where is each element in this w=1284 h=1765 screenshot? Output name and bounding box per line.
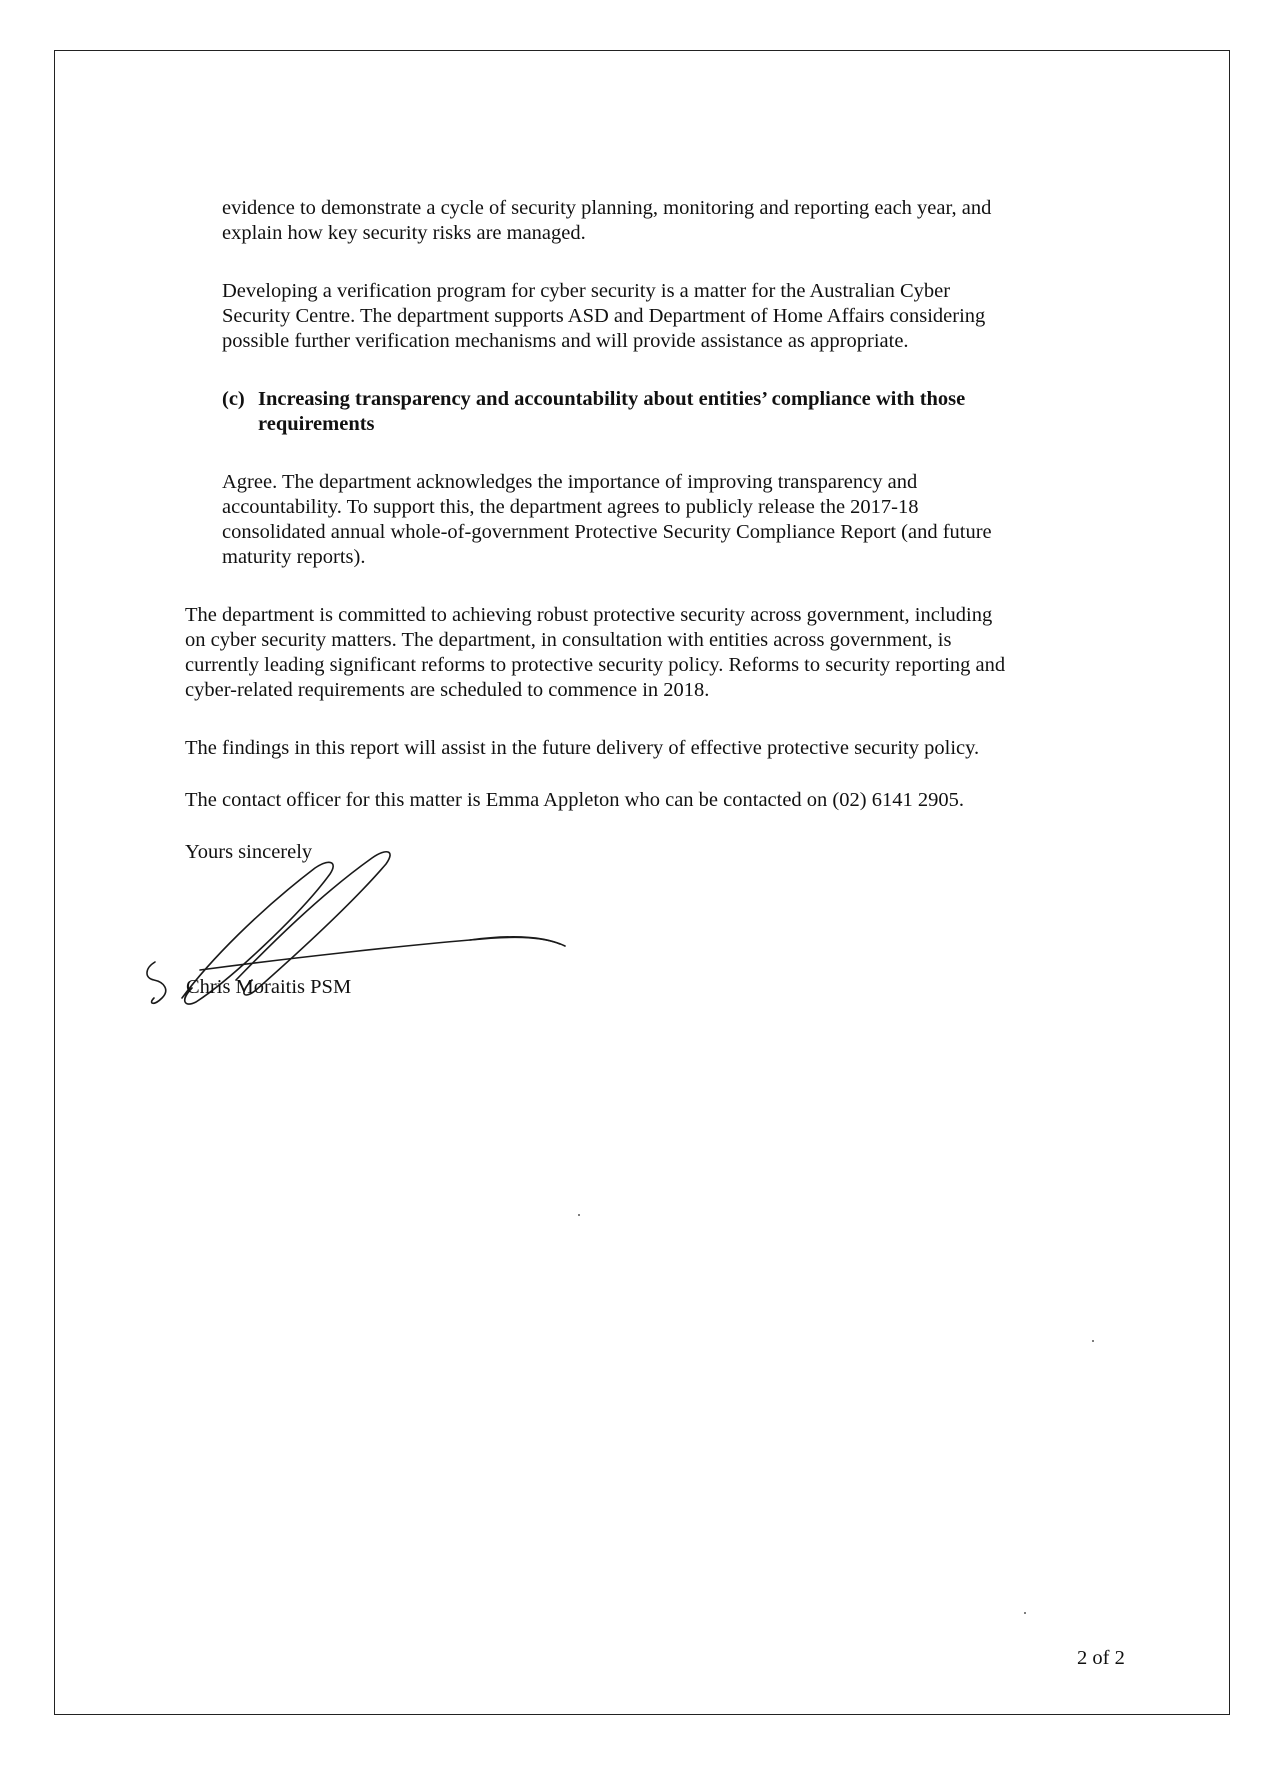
heading-c-text: Increasing transparency and accountability about entities’ compliance with those [258, 388, 966, 410]
heading-c-line-2: requirements [258, 413, 375, 435]
paragraph-agree-line-2: accountability. To support this, the department agrees to publicly release the 2017-18 [222, 496, 919, 518]
paragraph-committed-line-4: cyber-related requirements are scheduled to commence in 2018. [185, 679, 710, 701]
paragraph-verification-line-1: Developing a verification program for cyber security is a matter for the Australian Cyber [222, 280, 951, 302]
paragraph-agree-line-3: consolidated annual whole-of-government Protective Security Compliance Report (and future [222, 521, 992, 543]
signatory-name: Chris Moraitis PSM [186, 976, 352, 998]
paragraph-committed-line-2: on cyber security matters. The department, in consultation with entities across government, is [185, 629, 952, 651]
scan-speck [578, 1214, 580, 1216]
paragraph-committed-line-1: The department is committed to achieving robust protective security across government, including [185, 604, 993, 626]
paragraph-evidence-line-2: explain how key security risks are managed. [222, 222, 586, 244]
paragraph-verification-line-3: possible further verification mechanisms and will provide assistance as appropriate. [222, 330, 909, 352]
paragraph-findings: The findings in this report will assist in the future delivery of effective protective security policy. [185, 737, 980, 759]
paragraph-verification-line-2: Security Centre. The department supports ASD and Department of Home Affairs considering [222, 305, 986, 327]
paragraph-contact: The contact officer for this matter is Emma Appleton who can be contacted on (02) 6141 2905. [185, 789, 964, 811]
heading-c-label: (c) [222, 388, 245, 410]
paragraph-agree-line-1: Agree. The department acknowledges the importance of improving transparency and [222, 471, 918, 493]
scan-speck [1024, 1612, 1026, 1614]
scan-speck [1092, 1340, 1094, 1342]
paragraph-agree-line-4: maturity reports). [222, 546, 366, 568]
closing-salutation: Yours sincerely [185, 841, 313, 863]
page-number: 2 of 2 [1077, 1647, 1125, 1669]
heading-c-line-1 [222, 387, 965, 412]
paragraph-evidence-line-1: evidence to demonstrate a cycle of security planning, monitoring and reporting each year, and [222, 197, 992, 219]
paragraph-committed-line-3: currently leading significant reforms to protective security policy. Reforms to security reporting and [185, 654, 1006, 676]
